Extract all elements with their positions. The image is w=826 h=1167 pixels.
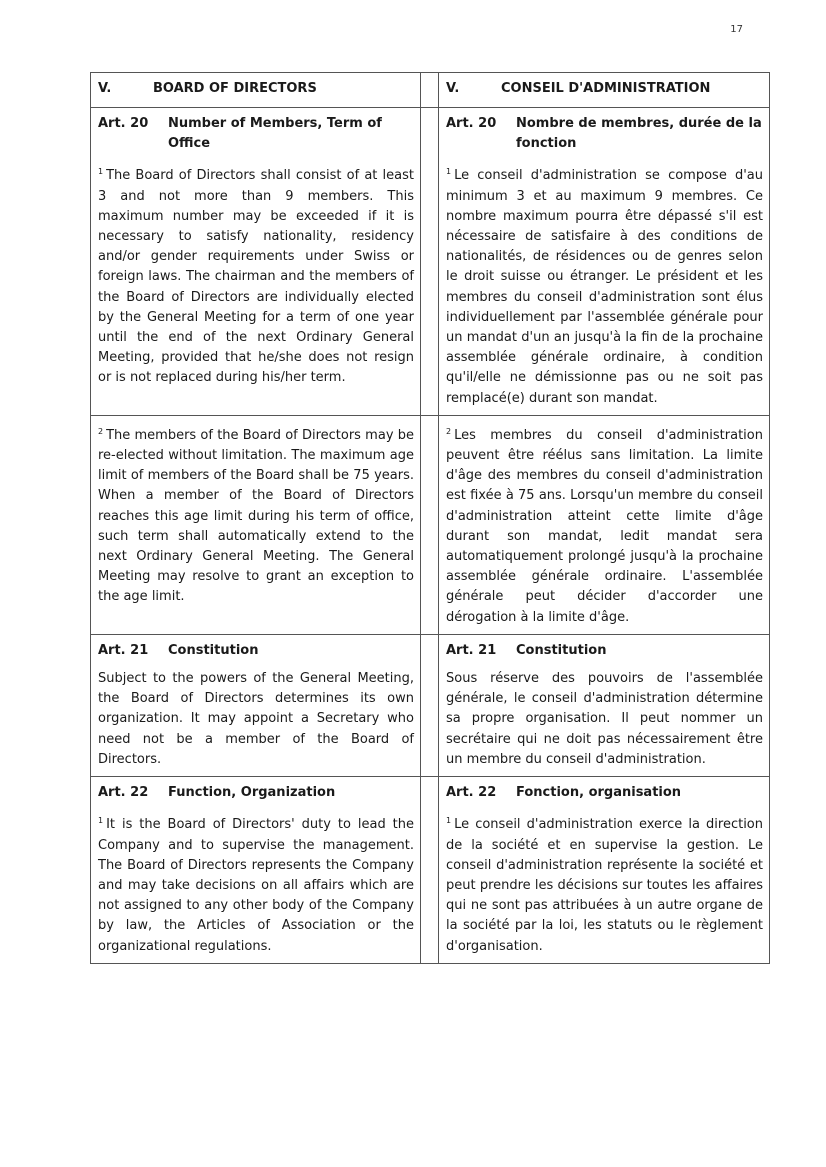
paragraph-text: Le conseil d'administration se compose d'au minimum 3 et au maximum 9 membres. Ce nombre maximum pourra être dépassé s'il est nécessaire de satisfaire à des conditions de nationalités, de résidences ou de genres selon le droit suisse ou étranger. Le président et les membres du conseil d'administration sont élus individuellement par l'assemblée générale pour un mandat d'un an jusqu'à la fin de la prochaine assemblée générale ordinaire, à condition qu'il/elle ne démissionne pas ou ne soit pas remplacé(e) durant son mandat. — [446, 168, 763, 406]
bilingual-articles-table — [90, 72, 770, 964]
art21-fr-paragraph-1: Sous réserve des pouvoirs de l'assemblée générale, le conseil d'administration détermine sa propre organisation. Il peut nommer un secrétaire qui ne doit pas nécessairement être un membre du conseil d'administration. — [446, 671, 763, 767]
section-title-fr: CONSEIL D'ADMINISTRATION — [501, 81, 711, 96]
art22-row — [91, 777, 770, 964]
art20-en-paragraph-2 — [98, 422, 414, 608]
art20-fr-paragraph-2 — [446, 422, 763, 628]
paragraph-number: 2 — [446, 426, 452, 436]
paragraph-number: 1 — [98, 167, 104, 177]
art20-en-cell — [91, 108, 421, 416]
article-number: Art. 22 — [446, 785, 497, 801]
column-gap — [421, 777, 439, 964]
paragraph-text: The Board of Directors shall consist of at least 3 and not more than 9 members. This maximum number may be exceeded if it is necessary to satisfy nationality, residency and/or gender requirements under Swiss or foreign laws. The chairman and the members of the Board of Directors are individually elected by the General Meeting for a term of one year until the end of the next Ordinary General Meeting, provided that he/she does not resign or is not replaced during his/her term. — [98, 168, 414, 386]
article-number: Art. 21 — [446, 642, 497, 658]
section-title-en: BOARD OF DIRECTORS — [153, 81, 317, 96]
art22-en-heading — [98, 783, 414, 803]
art20-fr-paragraph-1 — [446, 162, 763, 408]
column-gap — [421, 634, 439, 776]
art21-en-cell — [91, 634, 421, 776]
paragraph-number: 1 — [446, 167, 452, 177]
article-number: Art. 22 — [98, 785, 149, 801]
art20-fr-cell-2 — [439, 415, 770, 634]
column-gap — [421, 108, 439, 416]
art22-fr-cell — [439, 777, 770, 964]
column-gap — [421, 415, 439, 634]
section-number-en: V. — [98, 81, 112, 96]
article-number: Art. 20 — [446, 116, 497, 131]
art21-en-paragraph-1: Subject to the powers of the General Meeting, the Board of Directors determines its own organization. It may appoint a Secretary who need not be a member of the Board of Directors. — [98, 671, 414, 767]
article-number: Art. 21 — [98, 642, 149, 658]
art21-row — [91, 634, 770, 776]
article-title: Nombre de membres, durée de la fonction — [516, 116, 762, 152]
article-title: Fonction, organisation — [516, 785, 682, 801]
art20-fr-heading — [446, 114, 763, 154]
art20-fr-cell — [439, 108, 770, 416]
article-title: Constitution — [168, 642, 259, 658]
article-title: Constitution — [516, 642, 607, 658]
article-title: Number of Members, Term of Office — [168, 116, 382, 152]
art22-fr-heading — [446, 783, 763, 803]
article-title: Function, Organization — [168, 785, 336, 801]
art20-en-paragraph-1 — [98, 162, 414, 388]
paragraph-text: Le conseil d'administration exerce la direction de la société et en supervise la gestion. Le conseil d'administration représente la société et peut prendre les décisions sur toutes les affaires qui ne sont pas attribuées à un autre organe de la société par la loi, les statuts ou le règlement d'organisation. — [446, 817, 763, 954]
art21-fr-cell — [439, 634, 770, 776]
section-heading-en — [91, 73, 421, 108]
section-heading-fr — [439, 73, 770, 108]
paragraph-number: 2 — [98, 426, 104, 436]
section-heading-row — [91, 73, 770, 108]
art20-en-cell-2 — [91, 415, 421, 634]
art20-row-2 — [91, 415, 770, 634]
section-number-fr: V. — [446, 81, 460, 96]
paragraph-text: It is the Board of Directors' duty to lead the Company and to supervise the management. The Board of Directors represents the Company and may take decisions on all affairs which are not assigned to any other body of the Company by law, the Articles of Association or the organizational regulations. — [98, 817, 414, 954]
art20-en-heading — [98, 114, 414, 154]
art21-en-heading — [98, 641, 414, 661]
art20-row-1 — [91, 108, 770, 416]
paragraph-text: The members of the Board of Directors may be re-elected without limitation. The maximum age limit of members of the Board shall be 75 years. When a member of the Board of Directors reaches this age limit during his term of office, such term shall automatically extend to the next Ordinary General Meeting. The General Meeting may resolve to grant an exception to the age limit. — [98, 427, 414, 605]
page-number: 17 — [730, 24, 743, 35]
paragraph-number: 1 — [98, 816, 104, 826]
art22-fr-paragraph-1 — [446, 811, 763, 956]
art22-en-paragraph-1 — [98, 811, 414, 956]
paragraph-number: 1 — [446, 816, 452, 826]
paragraph-text: Les membres du conseil d'administration peuvent être réélus sans limitation. La limite d'âge des membres du conseil d'administration est fixée à 75 ans. Lorsqu'un membre du conseil d'administration atteint cette limite d'âge durant son mandat, ledit mandat sera automatiquement prolongé jusqu'à la prochaine assemblée générale ordinaire. L'assemblée générale peut décider d'accorder une dérogation à la limite d'âge. — [446, 427, 763, 625]
column-gap — [421, 73, 439, 108]
art22-en-cell — [91, 777, 421, 964]
art21-fr-heading — [446, 641, 763, 661]
article-number: Art. 20 — [98, 116, 149, 131]
